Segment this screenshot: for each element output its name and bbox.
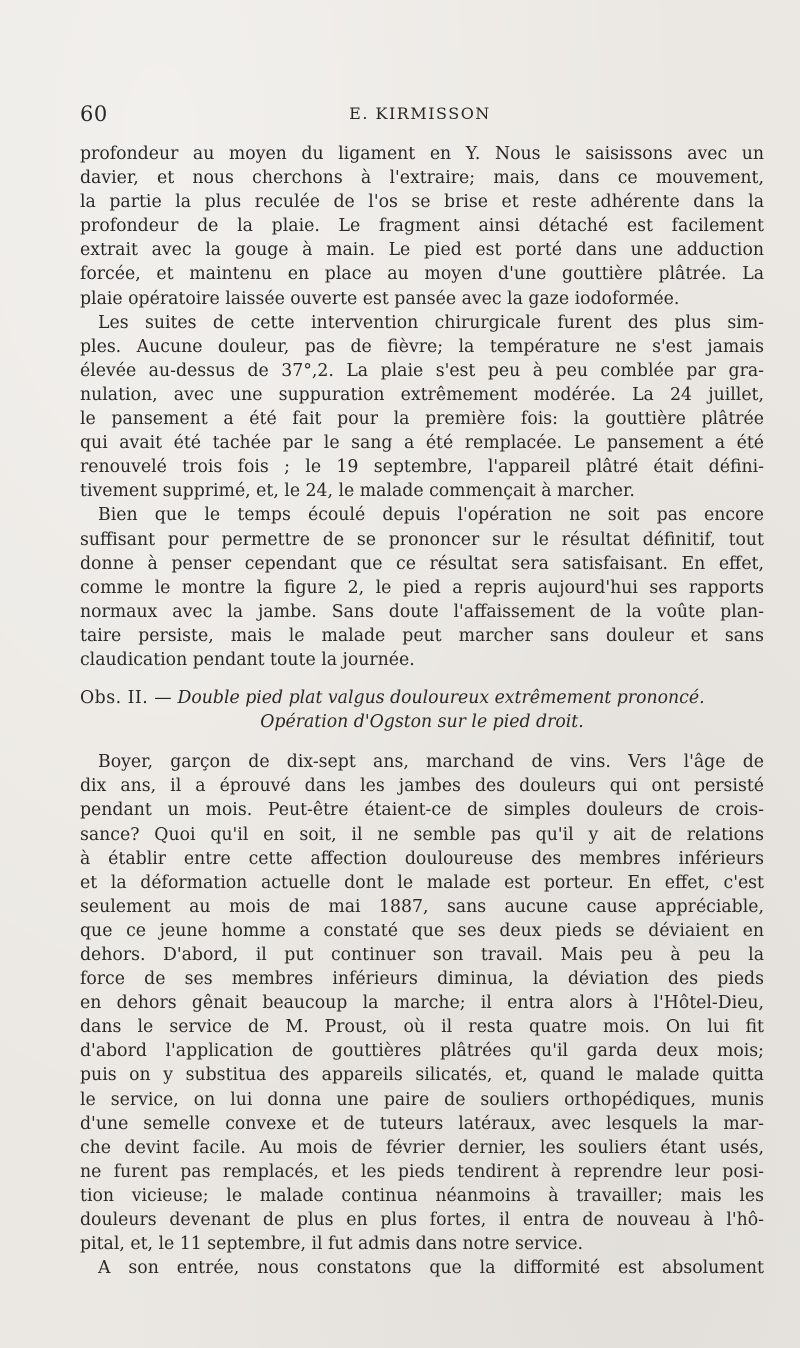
text-line: tivement supprimé, et, le 24, le malade commençait à marcher. bbox=[80, 481, 635, 502]
observation-title: Double pied plat valgus douloureux extrêmement prononcé. bbox=[177, 688, 705, 709]
text-line: profondeur au moyen du ligament en Y. Nous le saisissons avec un bbox=[80, 144, 764, 164]
text-line: dehors. D'abord, il put continuer son travail. Mais peu à peu la bbox=[80, 945, 764, 965]
text-line: douleurs devenant de plus en plus fortes, il entra de nouveau à l'hô- bbox=[80, 1210, 764, 1231]
text-line: renouvelé trois fois ; le 19 septembre, l'appareil plâtré était défini- bbox=[80, 457, 764, 478]
text-line: seulement au mois de mai 1887, sans aucune cause appréciable, bbox=[80, 896, 764, 917]
text-line: davier, et nous cherchons à l'extraire; mais, dans ce mouvement, bbox=[80, 168, 764, 189]
text-line: nulation, avec une suppuration extrêmement modérée. La 24 juillet, bbox=[80, 384, 764, 405]
observation-heading bbox=[80, 686, 764, 734]
text-line: sance? Quoi qu'il en soit, il ne semble pas qu'il y ait de relations bbox=[80, 824, 764, 845]
paragraph-3 bbox=[80, 503, 764, 672]
text-line: taire persiste, mais le malade peut marcher sans douleur et sans bbox=[80, 625, 764, 646]
page-number: 60 bbox=[80, 102, 108, 126]
text-line: à établir entre cette affection douloureuse des membres inférieurs bbox=[80, 848, 764, 869]
text-line: che devint facile. Au mois de février dernier, les souliers étant usés, bbox=[80, 1137, 764, 1158]
text-line: force de ses membres inférieurs diminua, la déviation des pieds bbox=[80, 969, 764, 990]
text-line: normaux avec la jambe. Sans doute l'affaissement de la voûte plan- bbox=[80, 601, 764, 622]
spacer bbox=[80, 672, 764, 686]
text-line: claudication pendant toute la journée. bbox=[80, 649, 415, 670]
paragraph-4 bbox=[80, 750, 764, 1256]
text-line: la partie la plus reculée de l'os se brise et reste adhérente dans la bbox=[80, 192, 764, 213]
text-line: Bien que le temps écoulé depuis l'opération ne soit pas encore bbox=[98, 505, 764, 526]
observation-subtitle: Opération d'Ogston sur le pied droit. bbox=[260, 712, 584, 733]
text-line: ples. Aucune douleur, pas de fièvre; la température ne s'est jamais bbox=[80, 336, 764, 357]
text-line: Les suites de cette intervention chirurgicale furent des plus sim- bbox=[98, 312, 764, 333]
text-line: donne à penser cependant que ce résultat sera satisfaisant. En effet, bbox=[80, 553, 764, 574]
text-line: d'une semelle convexe et de tuteurs latéraux, avec lesquels la mar- bbox=[80, 1113, 764, 1134]
text-line: et la déformation actuelle dont le malade est porteur. En effet, c'est bbox=[80, 872, 764, 893]
text-line: en dehors gênait beaucoup la marche; il entra alors à l'Hôtel-Dieu, bbox=[80, 993, 764, 1014]
text-line: que ce jeune homme a constaté que ses deux pieds se déviaient en bbox=[80, 920, 764, 941]
running-title: E. KIRMISSON bbox=[349, 104, 491, 123]
paragraph-5 bbox=[80, 1256, 764, 1280]
text-line: forcée, et maintenu en place au moyen d'une gouttière plâtrée. La bbox=[80, 264, 764, 285]
text-line: le pansement a été fait pour la première fois: la gouttière plâtrée bbox=[80, 409, 764, 430]
text-line: dix ans, il a éprouvé dans les jambes des douleurs qui ont persisté bbox=[80, 776, 764, 797]
text-line: dans le service de M. Proust, où il resta quatre mois. On lui fit bbox=[80, 1017, 764, 1038]
text-line: Boyer, garçon de dix-sept ans, marchand de vins. Vers l'âge de bbox=[98, 752, 764, 773]
text-line: pital, et, le 11 septembre, il fut admis dans notre service. bbox=[80, 1234, 584, 1255]
text-line: élevée au-dessus de 37°,2. La plaie s'est peu à peu comblée par gra- bbox=[80, 360, 764, 381]
text-line: extrait avec la gouge à main. Le pied est porté dans une adduction bbox=[80, 240, 764, 261]
text-line: puis on y substitua des appareils silicatés, et, quand le malade quitta bbox=[80, 1065, 764, 1086]
text-line: pendant un mois. Peut-être étaient-ce de simples douleurs de crois- bbox=[80, 800, 764, 821]
spacer bbox=[80, 734, 764, 750]
text-line: profondeur de la plaie. Le fragment ainsi détaché est facilement bbox=[80, 216, 764, 237]
text-line: qui avait été tachée par le sang a été remplacée. Le pansement a été bbox=[80, 433, 764, 454]
page-header bbox=[80, 102, 760, 126]
text-line: ne furent pas remplacés, et les pieds tendirent à reprendre leur posi- bbox=[80, 1161, 764, 1182]
paragraph-2 bbox=[80, 311, 764, 504]
text-line: comme le montre la figure 2, le pied a repris aujourd'hui ses rapports bbox=[80, 577, 764, 598]
body-text bbox=[80, 142, 764, 1280]
observation-label: Obs. II. — bbox=[80, 688, 173, 709]
text-line: d'abord l'application de gouttières plâtrées qu'il garda deux mois; bbox=[80, 1041, 764, 1062]
paragraph-1 bbox=[80, 142, 764, 311]
text-line: le service, on lui donna une paire de souliers orthopédiques, munis bbox=[80, 1089, 764, 1110]
observation-title-line bbox=[80, 686, 764, 710]
text-line: tion vicieuse; le malade continua néanmoins à travailler; mais les bbox=[80, 1185, 764, 1206]
text-line: suffisant pour permettre de se prononcer sur le résultat définitif, tout bbox=[80, 529, 764, 550]
text-line: A son entrée, nous constatons que la difformité est absolument bbox=[98, 1258, 764, 1279]
text-line: plaie opératoire laissée ouverte est pansée avec la gaze iodoformée. bbox=[80, 288, 680, 309]
